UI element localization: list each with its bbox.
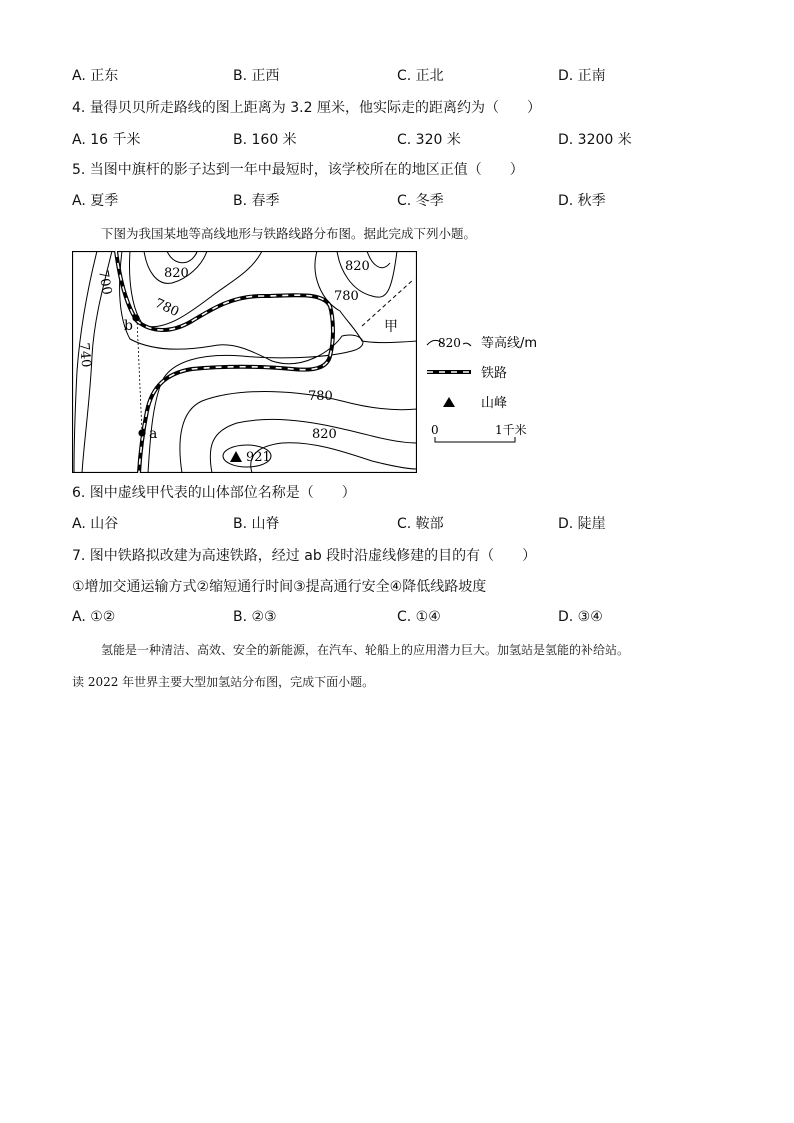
intro-paragraph-1: 下图为我国某地等高线地形与铁路线路分布图。据此完成下列小题。 bbox=[101, 226, 477, 241]
contour-label: 700 bbox=[95, 269, 115, 297]
q3-option-d: D. 正南 bbox=[558, 68, 606, 84]
intro-paragraph-2-line-1: 氢能是一种清洁、高效、安全的新能源，在汽车、轮船上的应用潜力巨大。加氢站是氢能的补给站。 bbox=[101, 643, 630, 657]
q7-option-c: C. ①④ bbox=[397, 609, 441, 625]
q5-option-b: B. 春季 bbox=[233, 193, 280, 209]
contour-label: 820 bbox=[164, 266, 189, 281]
q6-stem: 6. 图中虚线甲代表的山体部位名称是（ ） bbox=[72, 485, 356, 501]
legend-contour-sample: 820 bbox=[438, 336, 461, 350]
scale-zero-label: 0 bbox=[431, 423, 439, 437]
q7-stem: 7. 图中铁路拟改建为高速铁路，经过 ab 段时沿虚线修建的目的有（ ） bbox=[72, 548, 537, 564]
q5-stem: 5. 当图中旗杆的影子达到一年中最短时，该学校所在的地区正值（ ） bbox=[72, 162, 524, 178]
q5-option-c: C. 冬季 bbox=[397, 193, 444, 209]
q6-option-a: A. 山谷 bbox=[72, 516, 119, 532]
contour-map bbox=[72, 251, 417, 473]
legend-contour-label: 等高线/m bbox=[481, 336, 538, 351]
contour-label: 820 bbox=[312, 427, 337, 442]
q4-stem: 4. 量得贝贝所走路线的图上距离为 3.2 厘米，他实际走的距离约为（ ） bbox=[72, 100, 541, 116]
point-a-label: a bbox=[149, 426, 158, 442]
peak-legend-icon bbox=[443, 397, 455, 407]
q7-choices: ①增加交通运输方式②缩短通行时间③提高通行安全④降低线路坡度 bbox=[72, 579, 487, 595]
q7-option-d: D. ③④ bbox=[558, 609, 603, 625]
q7-option-a: A. ①② bbox=[72, 609, 116, 625]
q4-option-d: D. 3200 米 bbox=[558, 132, 632, 148]
legend-railway-label: 铁路 bbox=[481, 366, 508, 381]
q4-option-b: B. 160 米 bbox=[233, 132, 297, 148]
q6-option-c: C. 鞍部 bbox=[397, 516, 444, 532]
q7-option-b: B. ②③ bbox=[233, 609, 277, 625]
peak-value-label: 921 bbox=[246, 450, 271, 465]
q3-option-b: B. 正西 bbox=[233, 68, 280, 84]
map-legend bbox=[425, 330, 565, 445]
legend-peak-label: 山峰 bbox=[481, 396, 508, 411]
scale-bar bbox=[435, 437, 515, 442]
point-a bbox=[138, 429, 145, 436]
contour-label: 820 bbox=[345, 259, 370, 274]
q5-option-a: A. 夏季 bbox=[72, 193, 119, 209]
q5-option-d: D. 秋季 bbox=[558, 193, 606, 209]
q6-option-b: B. 山脊 bbox=[233, 516, 280, 532]
contour-label: 780 bbox=[308, 389, 333, 404]
contour-label: 780 bbox=[152, 296, 182, 321]
point-b-label: b bbox=[124, 318, 133, 334]
q3-option-c: C. 正北 bbox=[397, 68, 444, 84]
q4-option-a: A. 16 千米 bbox=[72, 132, 141, 148]
contour-label: 740 bbox=[76, 342, 94, 369]
jia-label: 甲 bbox=[384, 319, 398, 335]
intro-paragraph-2-line-2: 读 2022 年世界主要大型加氢站分布图，完成下面小题。 bbox=[72, 675, 375, 689]
q6-option-d: D. 陡崖 bbox=[558, 516, 606, 532]
point-b bbox=[132, 314, 139, 321]
scale-end-label: 1千米 bbox=[495, 423, 527, 437]
contour-label: 780 bbox=[334, 289, 359, 304]
q4-option-c: C. 320 米 bbox=[397, 132, 461, 148]
q3-option-a: A. 正东 bbox=[72, 68, 119, 84]
